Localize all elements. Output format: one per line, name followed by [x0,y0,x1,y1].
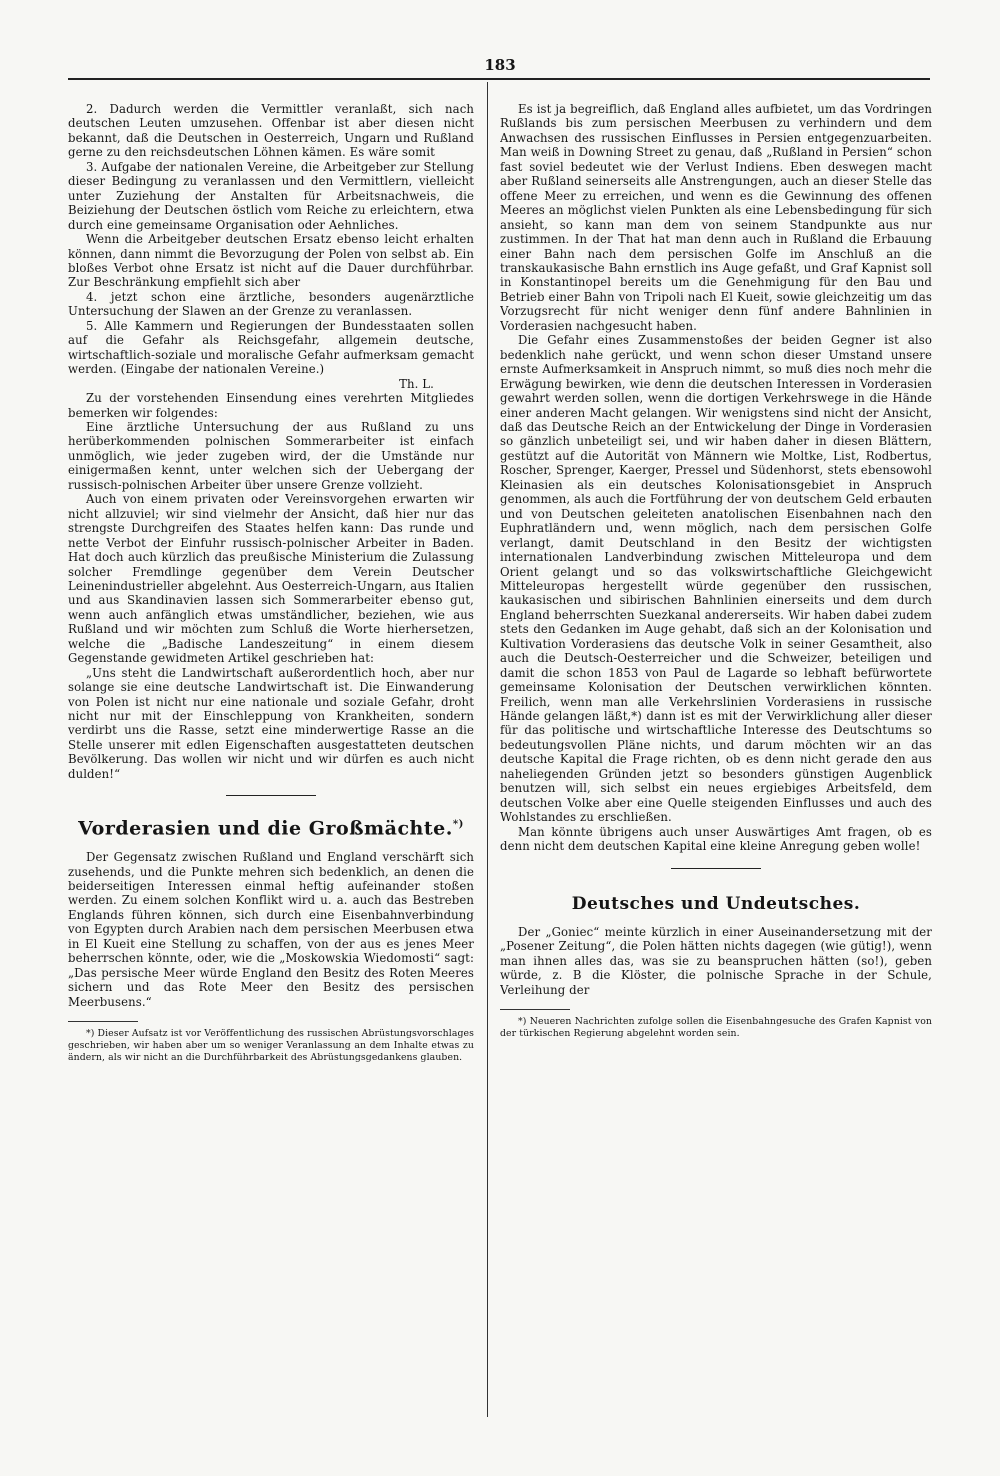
paragraph: Der „Goniec“ meinte kürzlich in einer Auseinandersetzung mit der „Posener Zeitung“, die Polen hätten nichts dagegen (wie gütig!), wenn man ihnen alles das, was sie zu beanspruchen hätten (so!), geben würde, z. B die Klöster, die polnische Sprache in der Schule, Verleihung der [500,925,932,997]
article-heading: Deutsches und Undeutsches. [571,893,861,914]
section-separator [671,868,761,869]
article-heading-text: Vorderasien und die Großmächte. [78,817,453,840]
paragraph: Eine ärztliche Untersuchung der aus Rußland zu uns herüberkommenden polnischen Sommerarbeiter ist einfach unmöglich, wie jeder zugeben wird, der die Umstände nur einigermaßen kennt, unter welchen sich der Uebergang der russisch-polnischen Arbeiter über unsere Grenze vollzieht. [68,419,474,492]
paragraph: Wenn die Arbeitgeber deutschen Ersatz ebenso leicht erhalten können, dann nimmt die Bevorzugung der Polen von selbst ab. Ein bloßes Verbot ohne Ersatz ist nicht auf die Dauer durchführbar. Zur Beschränkung empfiehlt sich aber [68,232,474,290]
article-heading [68,817,474,840]
left-column [68,102,474,1422]
page-number: 183 [484,56,516,74]
paragraph: Der Gegensatz zwischen Rußland und England verschärft sich zusehends, und die Punkte mehren sich bedenklich, an denen die beiderseitigen Interessen einmal heftig aufeinander stoßen werden. Zu einem solchen Konflikt wird u. a. auch das Bestreben Englands führen können, sich durch eine Eisenbahnverbindung von Egypten durch Arabien nach dem persischen Meerbusen etwa in El Kueit eine Stellung zu schaffen, von der aus es jenes Meer beherrschen könnte, oder, wie die „Moskowskia Wiedomosti“ sagt: „Das persische Meer würde England den Besitz des Roten Meeres sichern und das Rote Meer den Besitz des persischen Meerbusens.“ [68,850,474,1009]
paragraph: 3. Aufgabe der nationalen Vereine, die Arbeitgeber zur Stellung dieser Bedingung zu veranlassen und den Vermittlern, vielleicht unter Zuziehung der Anstalten für Arbeitsnachweis, die Beiziehung der Deutschen östlich vom Reiche zu erleichtern, etwa durch eine gemeinsame Organisation oder Aehnliches. [68,159,474,232]
paragraph: Die Gefahr eines Zusammenstoßes der beiden Gegner ist also bedenklich nahe gerückt, und wenn schon dieser Umstand unsere ernste Aufmerksamkeit in Anspruch nimmt, so muß dies noch mehr die Erwägung bewirken, wie denn die deutschen Interessen in Vorderasien gewahrt werden sollen, wenn die dortigen Verkehrswege in die Hände einer anderen Macht gelangen. Wir wenigstens sind nicht der Ansicht, daß das Deutsche Reich an der Entwickelung der Dinge in Vorderasien so gänzlich unbeteiligt sei, und wir haben daher in diesen Blättern, gestützt auf die Autorität von Männern wie Moltke, List, Rodbertus, Roscher, Sprenger, Kaerger, Pressel und Südenhorst, stets ebensowohl Kleinasien als ein deutsches Kolonisationsgebiet in Anspruch genommen, als auch die Fortführung der von deutschem Geld erbauten und von Deutschen geleiteten anatolischen Eisenbahnen nach den Euphratländern und, wenn möglich, nach dem persischen Golfe verlangt, damit Deutschland in den Besitz der wichtigsten internationalen Landverbindung zwischen Mitteleuropa und dem Orient gelangt und so das volkswirtschaftliche Gleichgewicht Mitteleuropas hergestellt würde gegenüber den russischen, kaukasischen und sibirischen Bahnlinien einerseits und dem durch England beherrschten Suezkanal andererseits. Wir haben dabei zudem stets den Gedanken im Auge gehabt, daß sich an der Kolonisation und Kultivation Vorderasiens das deutsche Volk in seiner Gesamtheit, also auch die Deutsch-Oesterreicher und die Schweizer, beteiligen und damit die schon 1853 von Paul de Lagarde so lebhaft befürwortete gemeinsame Kolonisation der Deutschen verwirklichen könnten. Freilich, wenn man alle Verkehrslinien Vorderasiens in russische Hände gelangen läßt,*) dann ist es mit der Verwirklichung aller dieser für das politische und wirtschaftliche Interesse des Deutschtums so bedeutungsvollen Pläne nichts, und darum möchten wir an das deutsche Kapital die Frage richten, ob es denn nicht gerade den aus naheliegenden Gründen jetzt so besonders günstigen Augenblick benutzen will, sich selbst ein neues ergiebiges Arbeitsfeld, dem deutschen Volke aber eine Quelle steigenden Einflusses und auch des Wohlstandes zu erschließen. [500,333,932,825]
paragraph: Auch von einem privaten oder Vereinsvorgehen erwarten wir nicht allzuviel; wir sind vielmehr der Ansicht, daß hier nur das strengste Durchgreifen des Staates helfen kann: Das runde und nette Verbot der Einfuhr russisch-polnischer Arbeiter in Baden. Hat doch auch kürzlich das preußische Ministerium die Zulassung solcher Fremdlinge gegenüber dem Verein Deutscher Leinenindustrieller abgelehnt. Aus Oesterreich-Ungarn, aus Italien und aus Skandinavien lassen sich Sommerarbeiter ebenso gut, wenn auch anfänglich etwas umständlicher, beziehen, wie aus Rußland und wir möchten zum Schluß die Worte hierhersetzen, welche die „Badische Landeszeitung“ in einem diesem Gegenstande gewidmeten Artikel geschrieben hat: [68,492,474,666]
footnote: *) Neueren Nachrichten zufolge sollen die Eisenbahngesuche des Grafen Kapnist von der türkischen Regierung abgelehnt worden sein. [500,1016,932,1040]
footnote: *) Dieser Aufsatz ist vor Veröffentlichung des russischen Abrüstungsvorschlages geschrieben, wir haben aber um so weniger Veranlassung an dem Inhalte etwas zu ändern, als wir nicht an die Durchführbarkeit des Abrüstungsgedankens glauben. [68,1028,474,1063]
paragraph: 5. Alle Kammern und Regierungen der Bundesstaaten sollen auf die Gefahr als Reichsgefahr, allgemein deutsche, wirtschaftlich-soziale und moralische Gefahr aufmerksam gemacht werden. (Eingabe der nationalen Vereine.) [68,318,474,377]
header-rule [68,78,930,80]
paragraph: 4. jetzt schon eine ärztliche, besonders augenärztliche Untersuchung der Slawen an der Grenze zu veranlassen. [68,289,474,319]
footnote-mark: *) [452,819,464,831]
paragraph: Man könnte übrigens auch unser Auswärtiges Amt fragen, ob es denn nicht dem deutschen Kapital eine kleine Anregung geben wolle! [500,824,932,854]
paragraph: 2. Dadurch werden die Vermittler veranlaßt, sich nach deutschen Leuten umzusehen. Offenbar ist aber diesen nicht bekannt, daß die Deutschen in Oesterreich, Ungarn und Rußland gerne zu den reichsdeutschen Löhnen kämen. Es wäre somit [68,102,474,160]
paragraph: Es ist ja begreiflich, daß England alles aufbietet, um das Vordringen Rußlands bis zum persischen Meerbusen zu verhindern und dem Anwachsen des russischen Einflusses in Persien entgegenzuarbeiten. Man weiß in Downing Street zu genau, daß „Rußland in Persien“ schon fast soviel bedeutet wie der Verlust Indiens. Eben deswegen macht aber Rußland seinerseits alle Anstrengungen, auch an dieser Stelle das offene Meer zu erreichen, und wenn es die Gewinnung des offenen Meeres an möglichst vielen Punkten als eine Lebensbedingung für sich ansieht, so kann man dem von seinem Standpunkte aus nur zustimmen. In der That hat man denn auch in Rußland die Erbauung einer Bahn nach dem persischen Golfe im Anschluß an die transkaukasische Bahn ernstlich ins Auge gefaßt, und Graf Kapnist soll in Konstantinopel bereits um die Genehmigung für den Bau und Betrieb einer Bahn von Tripoli nach El Kueit, sowie gleichzeitig um das Vorzugsrecht für nicht weniger denn fünf andere Bahnlinien in Vorderasien nachgesucht haben. [500,102,932,333]
quotation: „Uns steht die Landwirtschaft außerordentlich hoch, aber nur solange sie eine deutsche Landwirtschaft ist. Die Einwanderung von Polen ist nicht nur eine nationale und soziale Gefahr, droht nicht nur mit der Einschleppung von Krankheiten, sondern verdirbt uns die Rasse, setzt eine minderwertige Rasse an die Stelle unserer mit edlen Eigenschaften ausgestatteten deutschen Bevölkerung. Das wollen wir nicht und wir dürfen es auch nicht dulden!“ [68,665,474,781]
footnote-rule [500,1009,570,1010]
right-column [500,102,932,1422]
column-divider [487,82,488,1417]
paragraph: Zu der vorstehenden Einsendung eines verehrten Mitgliedes bemerken wir folgendes: [68,391,474,420]
footnote-rule [68,1021,138,1022]
signature: Th. L. [399,376,434,391]
section-separator [226,795,316,796]
